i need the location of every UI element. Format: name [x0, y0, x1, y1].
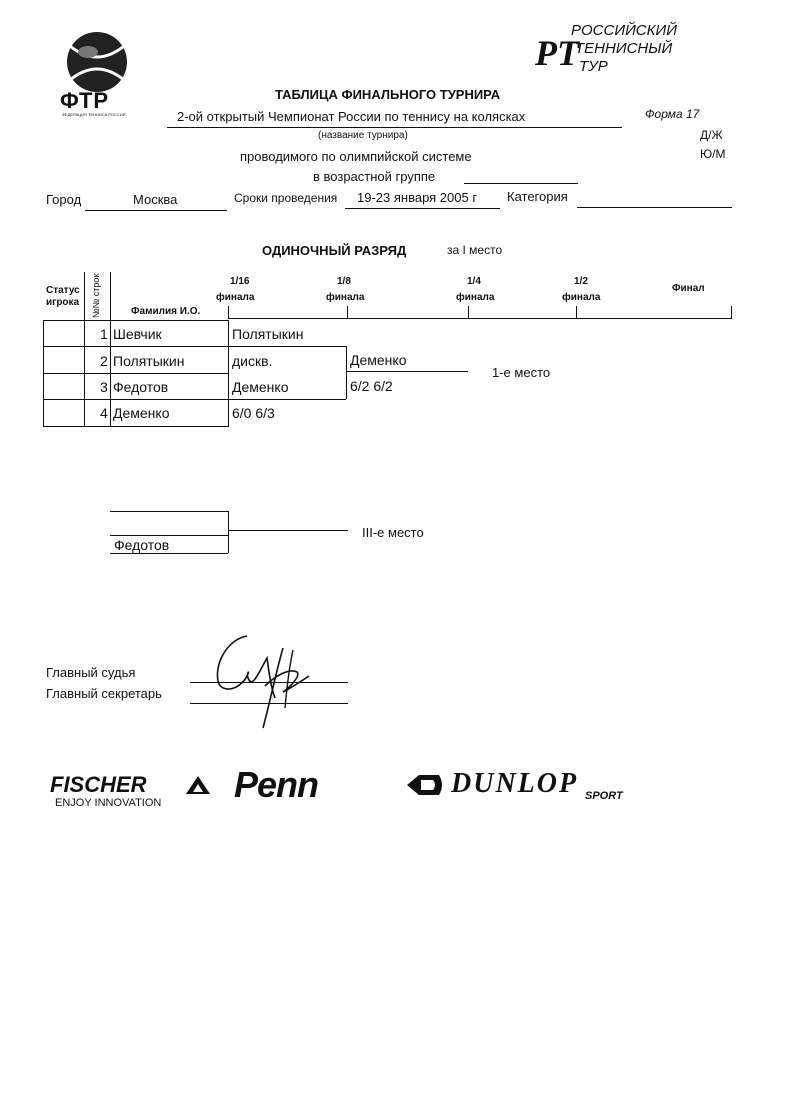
r4-tick [468, 306, 469, 318]
r16-header-num: 1/16 [230, 276, 250, 287]
status-header-l1: Статус [46, 285, 80, 296]
dates-underline [345, 208, 500, 209]
header-rule [228, 318, 732, 319]
page-title: ТАБЛИЦА ФИНАЛЬНОГО ТУРНИРА [275, 87, 501, 102]
header-divider-1 [84, 272, 85, 320]
fischer-logo [50, 772, 220, 814]
r8-header-num: 1/8 [337, 276, 351, 287]
city-label: Город [46, 192, 82, 207]
r1-line-2 [228, 399, 346, 400]
fischer-triangle-icon [185, 775, 211, 795]
category-label: Категория [507, 189, 568, 204]
fischer-tagline: ENJOY INNOVATION [55, 797, 162, 809]
third-connector [228, 511, 229, 553]
r2-header-word: финала [562, 292, 601, 303]
table-row-line-2 [43, 373, 229, 374]
name-header: Фамилия И.О. [131, 306, 201, 317]
dunlop-logo [405, 768, 705, 806]
final-tick [731, 306, 732, 318]
secretary-label: Главный секретарь [46, 686, 162, 701]
category-underline [577, 207, 732, 208]
dunlop-sport-text: SPORT [585, 790, 623, 802]
row-num-3: 3 [100, 379, 108, 395]
r1-connector [346, 346, 347, 399]
gender-um: Ю/М [700, 147, 726, 161]
gender-dj: Д/Ж [700, 128, 723, 142]
tournament-name: 2-ой открытый Чемпионат России по теннису на колясках [177, 109, 526, 124]
r1-winner-1: Полятыкин [232, 326, 304, 342]
r16-tick [228, 306, 229, 318]
player-name-2: Полятыкин [113, 353, 185, 369]
penn-logo: Penn [234, 764, 319, 805]
rtt-line3: ТУР [579, 58, 608, 75]
r8-tick [347, 306, 348, 318]
row-num-2: 2 [100, 353, 108, 369]
event-subtitle: за I место [447, 243, 503, 257]
dates-value: 19-23 января 2005 г [357, 190, 478, 205]
r8-header-word: финала [326, 292, 365, 303]
age-group-label: в возрастной группе [313, 169, 436, 184]
third-result-line [228, 530, 348, 531]
header-divider-2 [110, 272, 111, 320]
final-header: Финал [672, 283, 705, 294]
rtt-logo [535, 22, 705, 82]
table-row-line-3 [43, 399, 229, 400]
city-underline [85, 210, 227, 211]
r1-winner-2: Деменко [232, 379, 289, 395]
third-place-player: Федотов [114, 537, 170, 553]
r16-header-word: финала [216, 292, 255, 303]
table-row-line-1 [43, 346, 229, 347]
r1-score-2: 6/0 6/3 [232, 405, 275, 421]
r4-header-num: 1/4 [467, 276, 481, 287]
status-header-l2: игрока [46, 297, 80, 308]
handwritten-signature [205, 628, 335, 738]
row-num-4: 4 [100, 405, 108, 421]
ftr-logo [50, 28, 145, 118]
ftr-logo-text: ФТР [60, 88, 110, 113]
r1-line-1 [228, 346, 346, 347]
age-group-underline [464, 183, 578, 184]
tournament-caption: (название турнира) [318, 130, 408, 141]
dunlop-text: DUNLOP [451, 768, 579, 799]
final-line [346, 371, 468, 372]
first-place-label: 1-е место [492, 365, 551, 380]
event-title: ОДИНОЧНЫЙ РАЗРЯД [262, 243, 407, 258]
r4-header-word: финала [456, 292, 495, 303]
r2-tick [576, 306, 577, 318]
final-winner: Деменко [350, 352, 407, 368]
row-number-header: №№ строк [91, 273, 101, 318]
r1-score-1: дискв. [232, 353, 273, 369]
third-line-base [110, 553, 228, 554]
form-number: Форма 17 [645, 107, 700, 121]
row-num-1: 1 [100, 326, 108, 342]
player-name-4: Деменко [113, 405, 170, 421]
dates-label: Сроки проведения [234, 191, 338, 205]
tournament-underline [167, 127, 622, 128]
third-line-top [110, 511, 228, 512]
judge-label: Главный судья [46, 665, 136, 680]
third-line-bottom [110, 535, 228, 536]
r2-header-num: 1/2 [574, 276, 588, 287]
rtt-monogram: РТ [535, 33, 579, 73]
ftr-logo-subtext: ФЕДЕРАЦИЯ ТЕННИСА РОССИИ [62, 112, 126, 117]
final-score: 6/2 6/2 [350, 378, 393, 394]
rtt-line1: РОССИЙСКИЙ [571, 22, 677, 39]
fischer-text: FISCHER [50, 772, 147, 797]
rtt-line2: ТЕННИСНЫЙ [575, 40, 673, 57]
system-text: проводимого по олимпийской системе [240, 149, 472, 164]
third-place-label: III-е место [362, 525, 424, 540]
dunlop-flying-d-icon [405, 772, 445, 798]
player-name-3: Федотов [113, 379, 169, 395]
player-name-1: Шевчик [113, 326, 162, 342]
city-value: Москва [133, 192, 178, 207]
